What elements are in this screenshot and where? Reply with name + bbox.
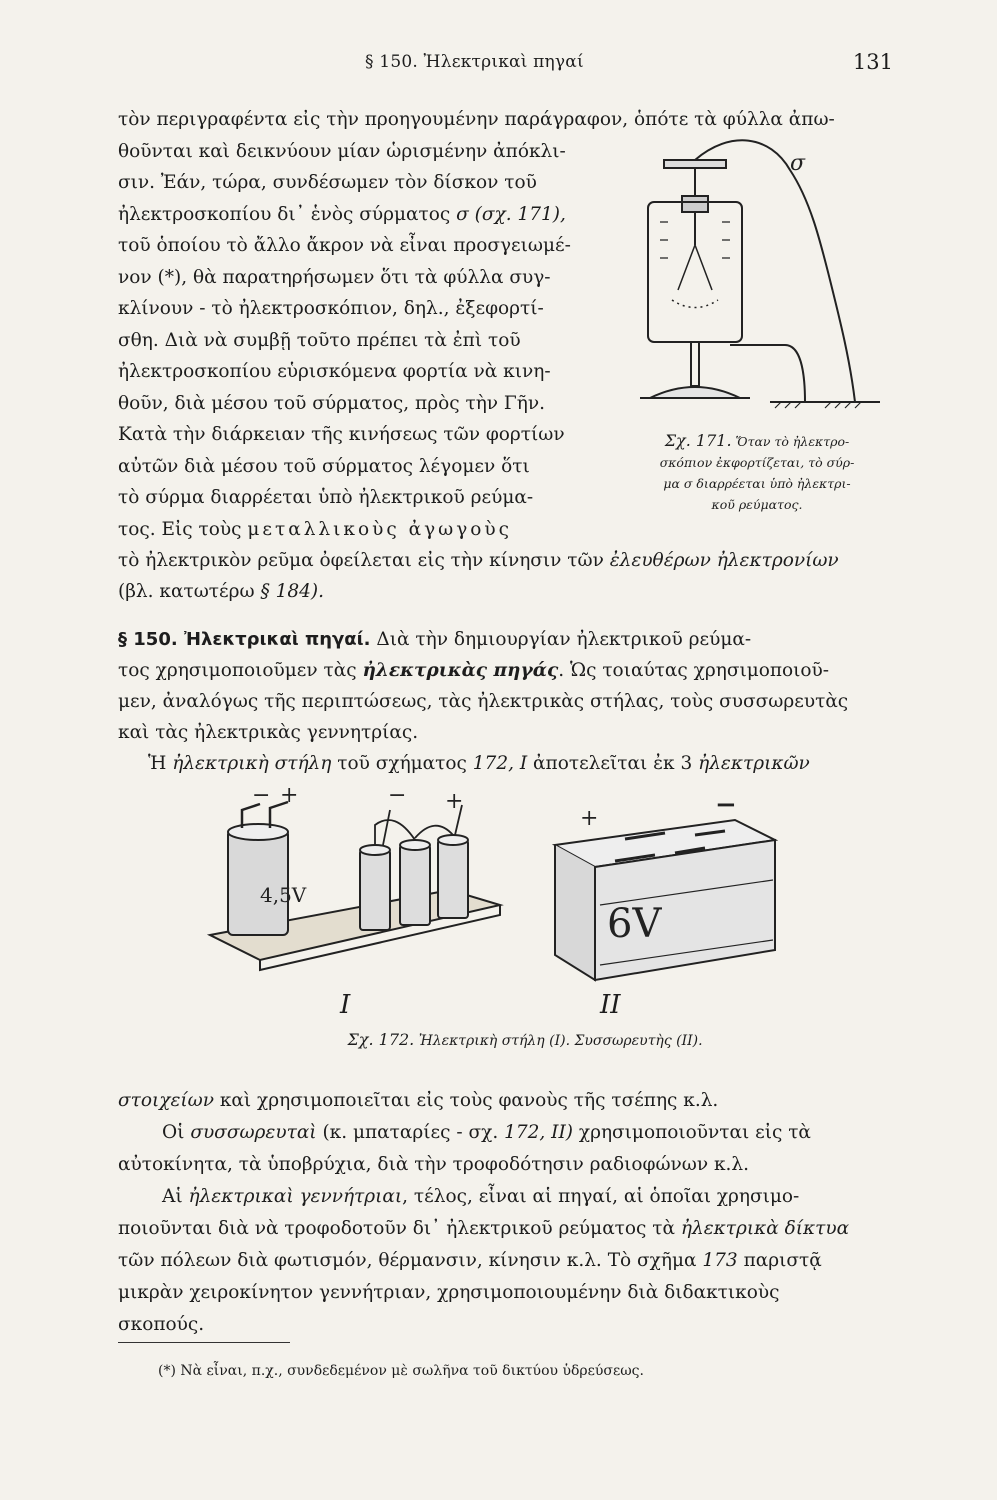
small-cell: [400, 845, 430, 925]
text-line: τὸν περιγραφέντα εἰς τὴν προηγουμένην παράγραφον, ὁπότε τὰ φύλλα ἀπω-: [118, 109, 835, 130]
text-line: τὸ ἠλεκτρικὸν ρεῦμα ὀφείλεται εἰς τὴν κίνησιν τῶν ἐλευθέρων ἠλεκτρονίων: [118, 550, 839, 571]
text-line: νον (*), θὰ παρατηρήσωμεν ὅτι τὰ φύλλα συγ-: [118, 267, 551, 288]
footnote-rule: [118, 1342, 290, 1343]
angle-scale: [672, 300, 718, 308]
figure-172-battery: [200, 783, 500, 970]
page-number: 131: [852, 50, 893, 74]
text-line: σθη. Διὰ νὰ συμβῇ τοῦτο πρέπει τὰ ἐπὶ τοῦ: [118, 330, 521, 351]
text-line: σκοπούς.: [118, 1314, 205, 1335]
footnote: (*) Νὰ εἶναι, π.χ., συνδεδεμένον μὲ σωλῆνα τοῦ δικτύου ὑδρεύσεως.: [158, 1363, 644, 1379]
electroscope-disk: [664, 160, 726, 168]
text-line: αὐτῶν διὰ μέσου τοῦ σύρματος λέγομεν ὅτι: [118, 456, 530, 477]
figure-172-caption: Σχ. 172. Ἠλεκτρικὴ στήλη (I). Συσσωρευτὴς (II).: [347, 1030, 703, 1049]
terminal-plus: +: [580, 806, 599, 831]
text-line: Κατὰ τὴν διάρκειαν τῆς κινήσεως τῶν φορτίων: [118, 424, 565, 445]
ground-wire: [730, 345, 805, 402]
running-title: § 150. Ἠλεκτρικαὶ πηγαί: [365, 52, 584, 72]
accumulator-voltage: 6V: [607, 901, 662, 947]
text-line: τῶν πόλεων διὰ φωτισμόν, θέρμανσιν, κίνησιν κ.λ. Τὸ σχῆμα 173 παριστᾷ: [118, 1250, 822, 1271]
text-line: θοῦνται καὶ δεικνύουν μίαν ὡρισμένην ἀπόκλι-: [118, 141, 566, 162]
text-line: Ἡ ἠλεκτρικὴ στήλη τοῦ σχήματος 172, I ἀποτελεῖται ἐκ 3 ἠλεκτρικῶν: [148, 753, 810, 774]
text-line: τοῦ ὁποίου τὸ ἄλλο ἄκρον νὰ εἶναι προσγειωμέ-: [118, 235, 571, 256]
text-line: θοῦν, διὰ μέσου τοῦ σύρματος, πρὸς τὴν Γῆν.: [118, 393, 545, 414]
wire-label: σ: [790, 151, 806, 176]
terminal-minus: −: [252, 783, 271, 808]
wire-sigma: [695, 140, 855, 402]
text-line: Οἱ συσσωρευταὶ (κ. μπαταρίες - σχ. 172, II) χρησιμοποιοῦνται εἰς τὰ: [162, 1122, 811, 1143]
section-heading-line: § 150. Ἠλεκτρικαὶ πηγαί. Διὰ τὴν δημιουργίαν ἠλεκτρικοῦ ρεύμα-: [118, 629, 752, 650]
text-line: τὸ σύρμα διαρρέεται ὑπὸ ἠλεκτρικοῦ ρεύμα-: [118, 487, 534, 508]
figure-label-II: II: [600, 990, 621, 1020]
terminal-plus: +: [445, 789, 464, 814]
text-line: ἠλεκτροσκοπίου εὑρισκόμενα φορτία νὰ κινη-: [118, 361, 551, 382]
section-heading: § 150. Ἠλεκτρικαὶ πηγαί.: [118, 629, 371, 650]
stand-base: [650, 387, 740, 398]
text-line: μικρὰν χειροκίνητον γεννήτριαν, χρησιμοποιουμένην διὰ διδακτικοὺς: [118, 1282, 780, 1303]
text-line: καὶ τὰς ἠλεκτρικὰς γεννητρίας.: [118, 722, 419, 743]
small-cell: [360, 850, 390, 930]
text-line: τος. Εἰς τοὺς μεταλλικοὺς ἀγωγοὺς: [118, 519, 513, 540]
text-line: ποιοῦνται διὰ νὰ τροφοδοτοῦν δι᾽ ἠλεκτρικοῦ ρεύματος τὰ ἠλεκτρικὰ δίκτυα: [118, 1218, 850, 1239]
accumulator-side: [555, 845, 595, 980]
figure-171-caption: Σχ. 171. Ὅταν τὸ ἠλεκτρο- σκόπιον ἐκφορτίζεται, τὸ σύρ- μα σ διαρρέεται ὑπὸ ἠλεκτρι- κοῦ ρεύματος.: [659, 431, 855, 512]
text-line: μεν, ἀναλόγως τῆς περιπτώσεως, τὰς ἠλεκτρικὰς στήλας, τοὺς συσσωρευτὰς: [118, 691, 849, 712]
text-line: σιν. Ἐάν, τώρα, συνδέσωμεν τὸν δίσκον τοῦ: [118, 172, 537, 193]
text-line: τος χρησιμοποιοῦμεν τὰς ἠλεκτρικὰς πηγάς. Ὡς τοιαύτας χρησιμοποιοῦ-: [118, 660, 830, 681]
electroscope-leaves: [678, 245, 712, 290]
figure-label-I: I: [340, 990, 351, 1020]
text-line: αὐτοκίνητα, τὰ ὑποβρύχια, διὰ τὴν τροφοδότησιν ραδιοφώνων κ.λ.: [118, 1154, 750, 1175]
insulator-plug: [682, 196, 708, 212]
text-line: Αἱ ἠλεκτρικαὶ γεννήτριαι, τέλος, εἶναι αἱ πηγαί, αἱ ὁποῖαι χρησιμο-: [162, 1186, 800, 1207]
terminal-minus: −: [715, 790, 737, 820]
terminal-minus: −: [388, 783, 407, 808]
battery-voltage: 4,5V: [260, 883, 307, 907]
text-line: (βλ. κατωτέρω § 184).: [118, 581, 324, 602]
terminal-plus: +: [280, 783, 299, 808]
figure-171-electroscope: [620, 140, 900, 420]
figure-172-accumulator: [545, 790, 785, 985]
small-cell: [438, 840, 468, 918]
running-head: [0, 46, 997, 86]
text-line: ἠλεκτροσκοπίου δι᾽ ἑνὸς σύρματος σ (σχ. 171),: [118, 204, 566, 225]
text-line: στοιχείων καὶ χρησιμοποιεῖται εἰς τοὺς φανοὺς τῆς τσέπης κ.λ.: [118, 1090, 719, 1111]
text-line: κλίνουν - τὸ ἠλεκτροσκόπιον, δηλ., ἐξεφορτί-: [118, 298, 544, 319]
